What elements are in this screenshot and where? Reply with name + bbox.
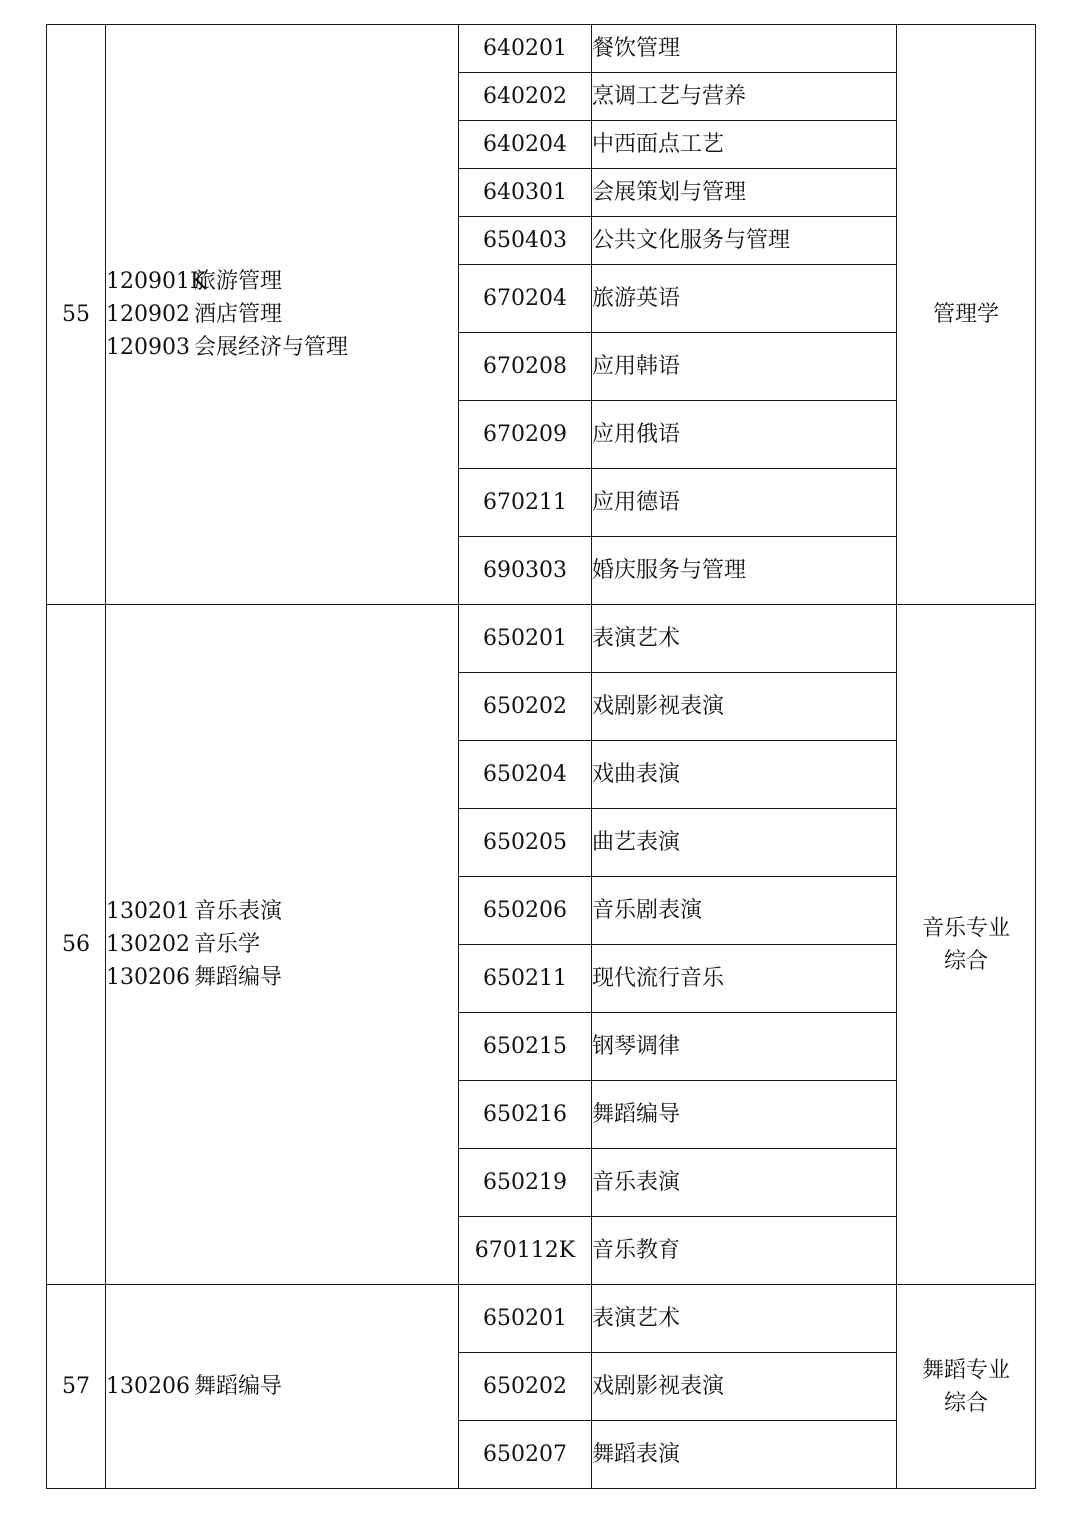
vocational-name-cell: 婚庆服务与管理 (592, 537, 897, 605)
vocational-name-cell: 戏剧影视表演 (592, 673, 897, 741)
exam-category-line: 舞蹈专业 (921, 1357, 1010, 1383)
vocational-code-cell: 650204 (459, 741, 592, 809)
vocational-name-cell: 现代流行音乐 (592, 945, 897, 1013)
exam-category-cell (897, 25, 1036, 605)
vocational-name-cell: 应用德语 (592, 469, 897, 537)
bachelor-majors-cell (106, 25, 459, 605)
bachelor-major-code: 120902 (106, 302, 190, 327)
table-row (47, 605, 1036, 673)
table-body (47, 25, 1036, 1489)
vocational-code-cell: 650206 (459, 877, 592, 945)
vocational-code-cell: 640301 (459, 169, 592, 217)
seq-number-cell: 57 (47, 1285, 106, 1489)
bachelor-majors-cell (106, 605, 459, 1285)
vocational-name-cell: 音乐教育 (592, 1217, 897, 1285)
bachelor-major-code: 130206 (106, 965, 190, 990)
bachelor-major-code: 130206 (106, 1374, 190, 1399)
vocational-code-cell: 650201 (459, 1285, 592, 1353)
exam-category-line: 综合 (943, 1390, 988, 1416)
bachelor-major-name: 音乐表演 (194, 899, 283, 924)
table-row (47, 1285, 1036, 1353)
vocational-name-cell: 烹调工艺与营养 (592, 73, 897, 121)
vocational-code-cell: 670209 (459, 401, 592, 469)
seq-number-cell: 55 (47, 25, 106, 605)
exam-category-line: 音乐专业 (921, 915, 1010, 941)
bachelor-major-code: 130201 (106, 899, 190, 924)
vocational-code-cell: 650205 (459, 809, 592, 877)
vocational-name-cell: 音乐剧表演 (592, 877, 897, 945)
vocational-code-cell: 650202 (459, 673, 592, 741)
bachelor-major-name: 舞蹈编导 (194, 965, 283, 990)
vocational-code-cell: 650201 (459, 605, 592, 673)
vocational-code-cell: 650219 (459, 1149, 592, 1217)
bachelor-major-line (106, 895, 458, 928)
vocational-code-cell: 650215 (459, 1013, 592, 1081)
exam-category-cell (897, 1285, 1036, 1489)
bachelor-major-line (106, 1370, 458, 1403)
vocational-code-cell: 650211 (459, 945, 592, 1013)
bachelor-major-name: 旅游管理 (194, 269, 283, 294)
vocational-name-cell: 会展策划与管理 (592, 169, 897, 217)
vocational-code-cell: 670211 (459, 469, 592, 537)
bachelor-major-line (106, 928, 458, 961)
vocational-name-cell: 戏剧影视表演 (592, 1353, 897, 1421)
vocational-name-cell: 中西面点工艺 (592, 121, 897, 169)
bachelor-major-code: 120903 (106, 335, 190, 360)
bachelor-major-line (106, 331, 458, 364)
vocational-name-cell: 曲艺表演 (592, 809, 897, 877)
vocational-name-cell: 公共文化服务与管理 (592, 217, 897, 265)
vocational-code-cell: 650202 (459, 1353, 592, 1421)
bachelor-major-code: 130202 (106, 932, 190, 957)
vocational-code-cell: 670112K (459, 1217, 592, 1285)
vocational-code-cell: 640201 (459, 25, 592, 73)
vocational-name-cell: 舞蹈表演 (592, 1421, 897, 1489)
vocational-code-cell: 670208 (459, 333, 592, 401)
vocational-name-cell: 音乐表演 (592, 1149, 897, 1217)
vocational-code-cell: 650207 (459, 1421, 592, 1489)
bachelor-major-code: 120901K (106, 269, 207, 294)
vocational-name-cell: 旅游英语 (592, 265, 897, 333)
vocational-name-cell: 表演艺术 (592, 605, 897, 673)
table-row (47, 25, 1036, 73)
bachelor-major-line (106, 265, 458, 298)
exam-category-cell (897, 605, 1036, 1285)
vocational-code-cell: 690303 (459, 537, 592, 605)
vocational-code-cell: 640204 (459, 121, 592, 169)
bachelor-majors-cell (106, 1285, 459, 1489)
vocational-name-cell: 应用韩语 (592, 333, 897, 401)
vocational-code-cell: 650216 (459, 1081, 592, 1149)
vocational-code-cell: 670204 (459, 265, 592, 333)
vocational-name-cell: 舞蹈编导 (592, 1081, 897, 1149)
bachelor-major-name: 会展经济与管理 (194, 335, 349, 360)
vocational-code-cell: 650403 (459, 217, 592, 265)
vocational-name-cell: 餐饮管理 (592, 25, 897, 73)
vocational-name-cell: 表演艺术 (592, 1285, 897, 1353)
vocational-name-cell: 应用俄语 (592, 401, 897, 469)
bachelor-major-name: 舞蹈编导 (194, 1374, 283, 1399)
vocational-code-cell: 640202 (459, 73, 592, 121)
bachelor-major-line (106, 298, 458, 331)
major-mapping-table (46, 24, 1036, 1489)
vocational-name-cell: 戏曲表演 (592, 741, 897, 809)
bachelor-major-name: 酒店管理 (194, 302, 283, 327)
exam-category-line: 综合 (943, 948, 988, 974)
exam-category-line: 管理学 (932, 302, 999, 327)
vocational-name-cell: 钢琴调律 (592, 1013, 897, 1081)
bachelor-major-name: 音乐学 (194, 932, 261, 957)
bachelor-major-line (106, 961, 458, 994)
seq-number-cell: 56 (47, 605, 106, 1285)
